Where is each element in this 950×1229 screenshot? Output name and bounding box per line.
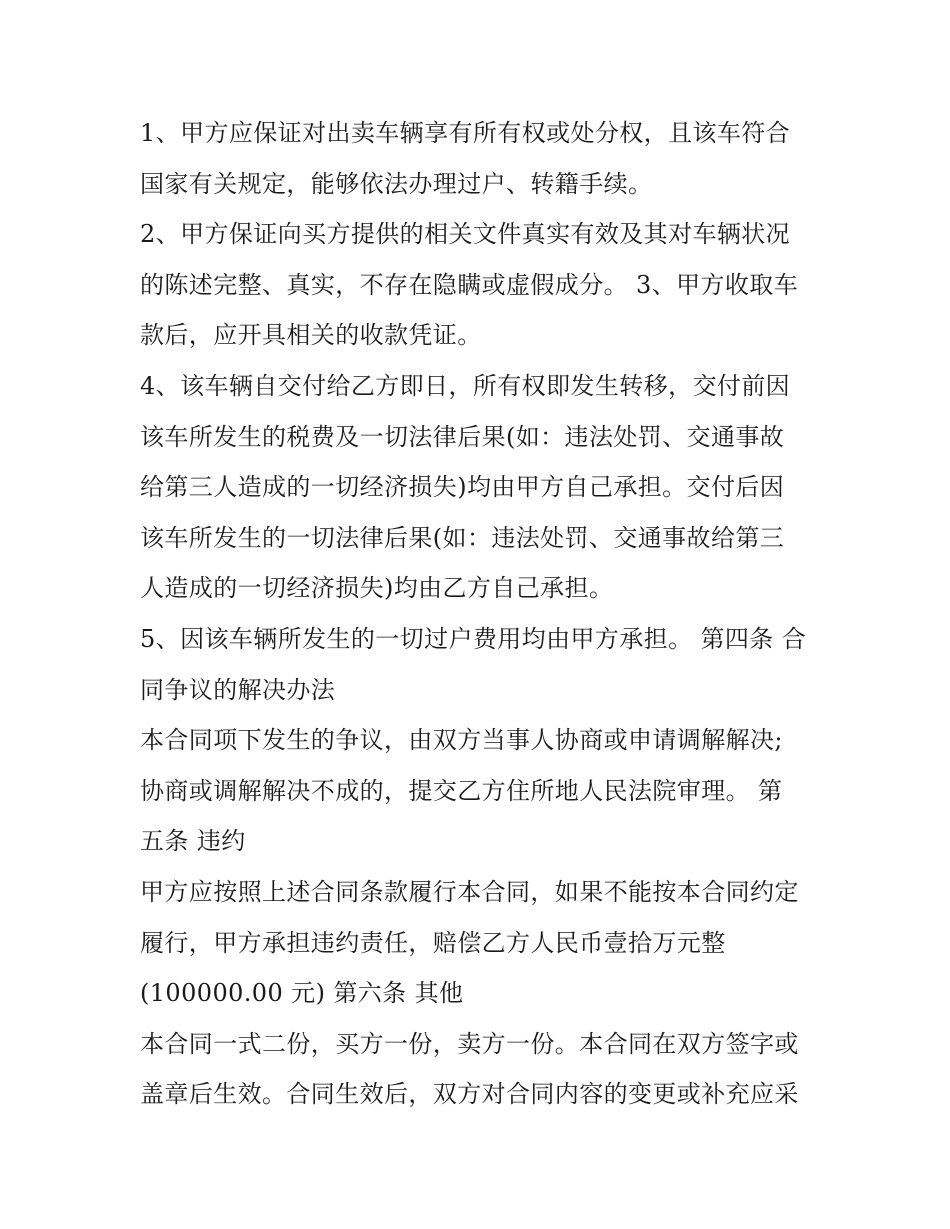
text-line: 同争议的解决办法 (140, 675, 336, 704)
text-line: (100000.00 元) 第六条 其他 (140, 979, 464, 1008)
text-line: 盖章后生效。合同生效后，双方对合同内容的变更或补充应采 (140, 1080, 799, 1109)
text-line: 甲方应按照上述合同条款履行本合同，如果不能按本合同约定 (140, 877, 799, 906)
text-line: 人造成的一切经济损失)均由乙方自己承担。 (140, 574, 614, 603)
text-line: 国家有关规定，能够依法办理过户、转籍手续。 (140, 169, 653, 198)
document-body (140, 108, 820, 1120)
text-line: 五条 违约 (140, 827, 246, 856)
text-line: 款后，应开具相关的收款凭证。 (140, 321, 482, 350)
text-line: 的陈述完整、真实，不存在隐瞒或虚假成分。 3、甲方收取车 (140, 270, 799, 299)
text-line: 该车所发生的一切法律后果(如：违法处罚、交通事故给第三 (140, 523, 785, 552)
text-line: 2、甲方保证向买方提供的相关文件真实有效及其对车辆状况 (140, 220, 791, 249)
text-line: 1、甲方应保证对出卖车辆享有所有权或处分权，且该车符合 (140, 119, 791, 147)
text-line: 该车所发生的税费及一切法律后果(如：违法处罚、交通事故 (140, 422, 785, 451)
text-line: 4、该车辆自交付给乙方即日，所有权即发生转移，交付前因 (140, 371, 791, 400)
text-line: 5、因该车辆所发生的一切过户费用均由甲方承担。 第四条 合 (140, 624, 807, 653)
text-line: 本合同一式二份，买方一份，卖方一份。本合同在双方签字或 (140, 1029, 799, 1058)
text-line: 本合同项下发生的争议，由双方当事人协商或申请调解解决; (140, 726, 783, 755)
text-line: 履行，甲方承担违约责任，赔偿乙方人民币壹拾万元整 (140, 928, 726, 957)
text-line: 给第三人造成的一切经济损失)均由甲方自己承担。交付后因 (140, 473, 785, 502)
text-line: 协商或调解解决不成的，提交乙方住所地人民法院审理。 第 (140, 776, 783, 805)
